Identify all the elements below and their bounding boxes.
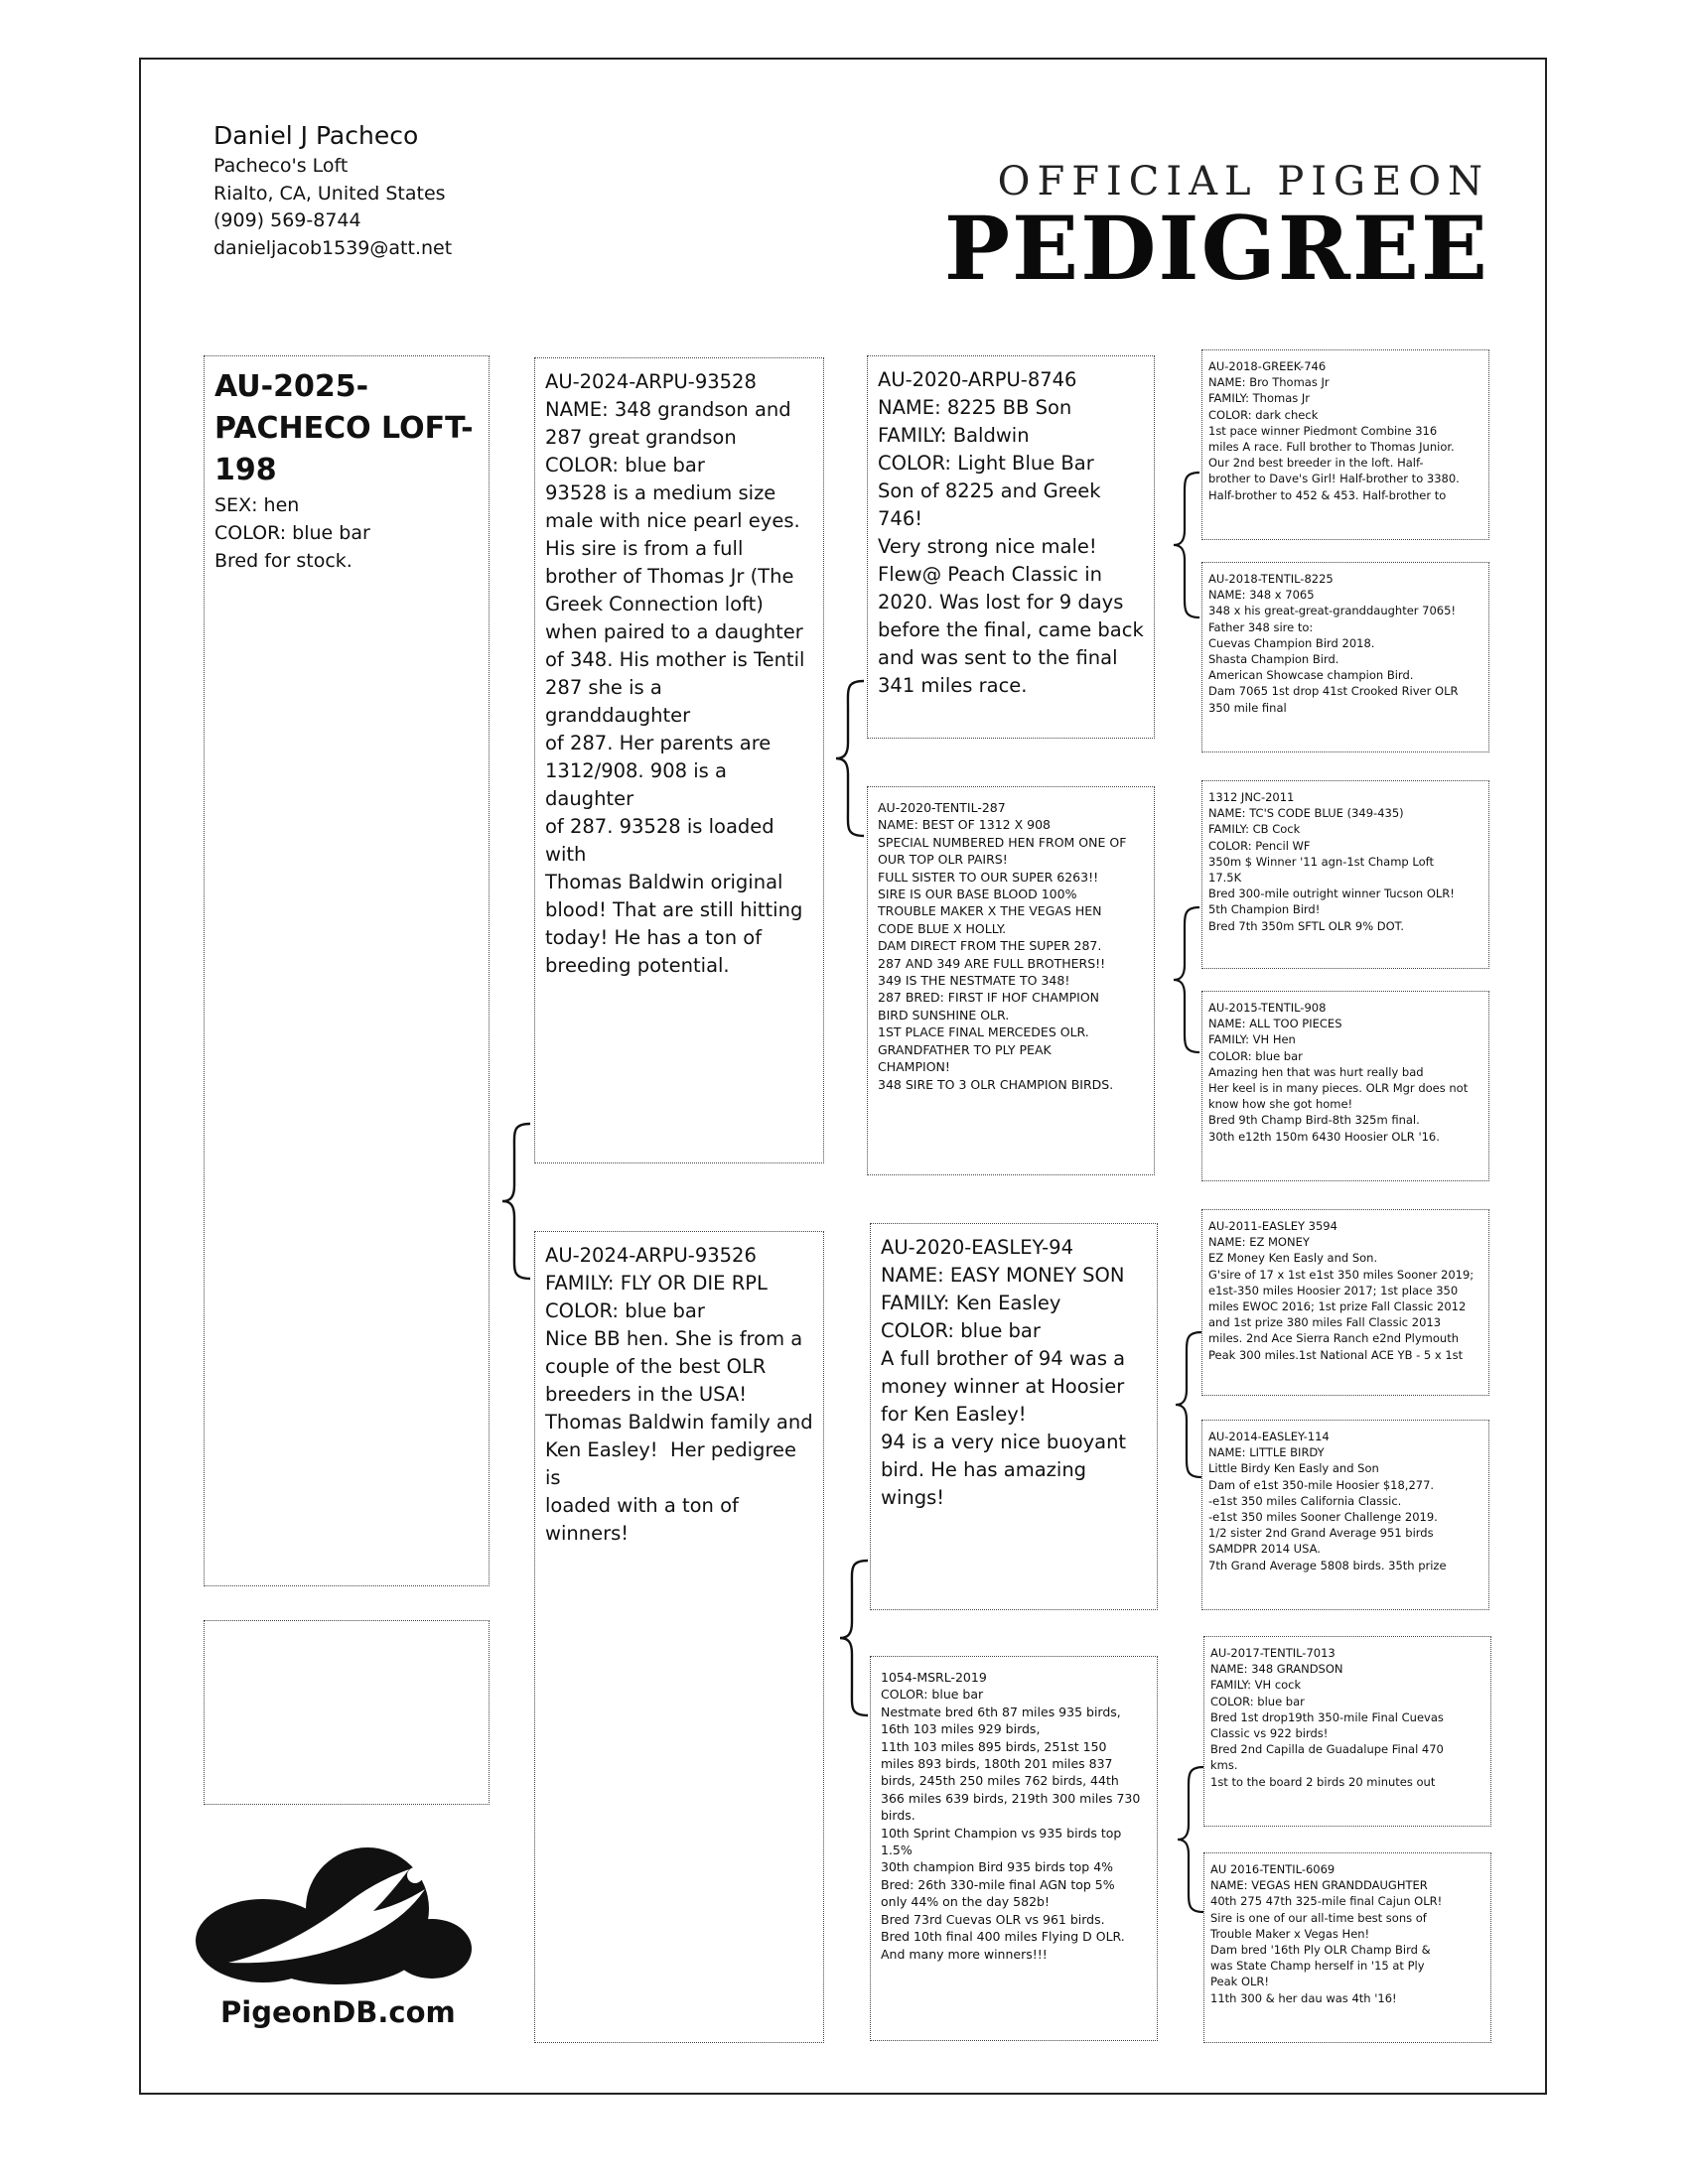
- ancestor-box-5: [1201, 1209, 1489, 1396]
- dam-dam-text: 1054-MSRL-2019 COLOR: blue bar Nestmate bred 6th 87 miles 935 birds, 16th 103 miles 929 birds, 11th 103 miles 895 birds, 251st 150 miles 893 birds, 180th 201 miles 837 birds, 245th 250 miles 762 birds, 44th 366 miles 639 birds, 219th 300 miles 730 birds. 10th Sprint Champion vs 935 birds top 1.5% 30th champion Bird 935 birds top 4% Bred: 26th 330-mile final AGN top 5% only 44% on the day 582b! Bred 73rd Cuevas OLR vs 961 birds. Bred 10th final 400 miles Flying D OLR. And many more winners!!!: [881, 1670, 1141, 1962]
- pigeondb-logo: [189, 1842, 477, 1985]
- dam-sire-box: [870, 1223, 1158, 1610]
- ancestor-text-7: AU-2017-TENTIL-7013 NAME: 348 GRANDSON FAMILY: VH cock COLOR: blue bar Bred 1st drop19th 350-mile Final Cuevas Classic vs 922 birds! Bred 2nd Capilla de Guadalupe Final 470 kms. 1st to the board 2 birds 20 minutes out: [1210, 1646, 1444, 1789]
- ancestor-box-2: [1201, 562, 1489, 752]
- subject-ring: AU-2025- PACHECO LOFT- 198: [214, 369, 474, 487]
- sire-dam-text: AU-2020-TENTIL-287 NAME: BEST OF 1312 X 908 SPECIAL NUMBERED HEN FROM ONE OF OUR TOP OLR PAIRS! FULL SISTER TO OUR SUPER 6263!! SIRE IS OUR BASE BLOOD 100% TROUBLE MAKER X THE VEGAS HEN CODE BLUE X HOLLY. DAM DIRECT FROM THE SUPER 287. 287 AND 349 ARE FULL BROTHERS!! 349 IS THE NESTMATE TO 348! 287 BRED: FIRST IF HOF CHAMPION BIRD SUNSHINE OLR. 1ST PLACE FINAL MERCEDES OLR. GRANDFATHER TO PLY PEAK CHAMPION! 348 SIRE TO 3 OLR CHAMPION BIRDS.: [878, 800, 1127, 1092]
- breeder-contact: [213, 119, 452, 262]
- brace-dam-dam: [1174, 1765, 1207, 1914]
- sire-sire-box: [867, 355, 1155, 739]
- notes-box: [204, 1620, 490, 1805]
- brace-sire: [832, 679, 868, 838]
- dam-dam-box: [870, 1656, 1158, 2041]
- sire-box: [534, 357, 824, 1163]
- ancestor-box-3: [1201, 780, 1489, 969]
- ancestor-box-4: [1201, 991, 1489, 1181]
- subject-details: SEX: hen COLOR: blue bar Bred for stock.: [214, 494, 370, 572]
- breeder-phone: (909) 569-8744: [213, 209, 361, 231]
- dam-sire-text: AU-2020-EASLEY-94 NAME: EASY MONEY SON FAMILY: Ken Easley COLOR: blue bar A full brother of 94 was a money winner at Hoosier for Ken Easley! 94 is a very nice buoyant bird. He has amazing wings!: [881, 1236, 1127, 1509]
- ancestor-text-4: AU-2015-TENTIL-908 NAME: ALL TOO PIECES FAMILY: VH Hen COLOR: blue bar Amazing hen that was hurt really bad Her keel is in many pieces. OLR Mgr does not know how she got home! Bred 9th Champ Bird-8th 325m final. 30th e12th 150m 6430 Hoosier OLR '16.: [1208, 1001, 1469, 1144]
- ancestor-text-5: AU-2011-EASLEY 3594 NAME: EZ MONEY EZ Money Ken Easly and Son. G'sire of 17 x 1st e1st 350 miles Sooner 2019; e1st-350 miles Hoosier 2017; 1st place 350 miles EWOC 2016; 1st prize Fall Classic 2012 and 1st prize 380 miles Fall Classic 2013 miles. 2nd Ace Sierra Ranch e2nd Plymouth Peak 300 miles.1st National ACE YB - 5 x 1st: [1208, 1219, 1475, 1362]
- ancestor-text-6: AU-2014-EASLEY-114 NAME: LITTLE BIRDY Little Birdy Ken Easly and Son Dam of e1st 350-mile Hoosier $18,277. -e1st 350 miles California Classic. -e1st 350 miles Sooner Challenge 2019. 1/2 sister 2nd Grand Average 951 birds SAMDPR 2014 USA. 7th Grand Average 5808 birds. 35th prize: [1208, 1430, 1447, 1572]
- brace-dam: [836, 1559, 872, 1717]
- brace-sire-dam: [1170, 905, 1203, 1054]
- brace-sire-sire: [1170, 471, 1203, 619]
- brace-subject: [498, 1122, 534, 1281]
- sire-sire-text: AU-2020-ARPU-8746 NAME: 8225 BB Son FAMILY: Baldwin COLOR: Light Blue Bar Son of 8225 and Greek 746! Very strong nice male! Flew@ Peach Classic in 2020. Was lost for 9 days before the final, came back and was sent to the final 341 miles race.: [878, 368, 1144, 697]
- ancestor-text-1: AU-2018-GREEK-746 NAME: Bro Thomas Jr FAMILY: Thomas Jr COLOR: dark check 1st pace winner Piedmont Combine 316 miles A race. Full brother to Thomas Junior. Our 2nd best breeder in the loft. Half- brother to Dave's Girl! Half-brother to 3380. Half-brother to 452 & 453. Half-brother to: [1208, 359, 1460, 502]
- ancestor-text-8: AU 2016-TENTIL-6069 NAME: VEGAS HEN GRANDDAUGHTER 40th 275 47th 325-mile final Cajun OLR! Sire is one of our all-time best sons of Trouble Maker x Vegas Hen! Dam bred '16th Ply OLR Champ Bird & was State Champ herself in '15 at Ply Peak OLR! 11th 300 & her dau was 4th '16!: [1210, 1862, 1443, 2005]
- breeder-email: danieljacob1539@att.net: [213, 236, 453, 259]
- title-large: PEDIGREE: [943, 197, 1489, 300]
- ancestor-box-6: [1201, 1420, 1489, 1610]
- breeder-name: Daniel J Pacheco: [213, 121, 419, 150]
- brand-name: PigeonDB.com: [220, 1995, 456, 2029]
- brace-dam-sire: [1172, 1330, 1205, 1479]
- sire-text: AU-2024-ARPU-93528 NAME: 348 grandson and 287 great grandson COLOR: blue bar 93528 is a medium size male with nice pearl eyes. His sire is from a full brother of Thomas Jr (The Greek Connection loft) when paired to a daughter of 348. His mother is Tentil 287 she is a granddaughter of 287. Her parents are 1312/908. 908 is a daughter of 287. 93528 is loaded with Thomas Baldwin original blood! That are still hitting today! He has a ton of breeding potential.: [545, 370, 805, 977]
- dam-box: [534, 1231, 824, 2043]
- sire-dam-box: [867, 786, 1155, 1175]
- breeder-location: Rialto, CA, United States: [213, 182, 446, 205]
- ancestor-text-3: 1312 JNC-2011 NAME: TC'S CODE BLUE (349-435) FAMILY: CB Cock COLOR: Pencil WF 350m $ Winner '11 agn-1st Champ Loft 17.5K Bred 300-mile outright winner Tucson OLR! 5th Champion Bird! Bred 7th 350m SFTL OLR 9% DOT.: [1208, 790, 1455, 933]
- subject-box: [204, 355, 490, 1586]
- title-small: OFFICIAL PIGEON: [997, 159, 1489, 205]
- dam-text: AU-2024-ARPU-93526 FAMILY: FLY OR DIE RPL COLOR: blue bar Nice BB hen. She is from a couple of the best OLR breeders in the USA! Thomas Baldwin family and Ken Easley! Her pedigree is loaded with a ton of winners!: [545, 1244, 813, 1545]
- loft-name: Pacheco's Loft: [213, 155, 349, 177]
- ancestor-box-7: [1203, 1636, 1491, 1827]
- ancestor-box-1: [1201, 349, 1489, 540]
- ancestor-box-8: [1203, 1852, 1491, 2043]
- ancestor-text-2: AU-2018-TENTIL-8225 NAME: 348 x 7065 348 x his great-great-granddaughter 7065! Father 348 sire to: Cuevas Champion Bird 2018. Shasta Champion Bird. American Showcase champion Bird. Dam 7065 1st drop 41st Crooked River OLR 350 mile final: [1208, 572, 1459, 715]
